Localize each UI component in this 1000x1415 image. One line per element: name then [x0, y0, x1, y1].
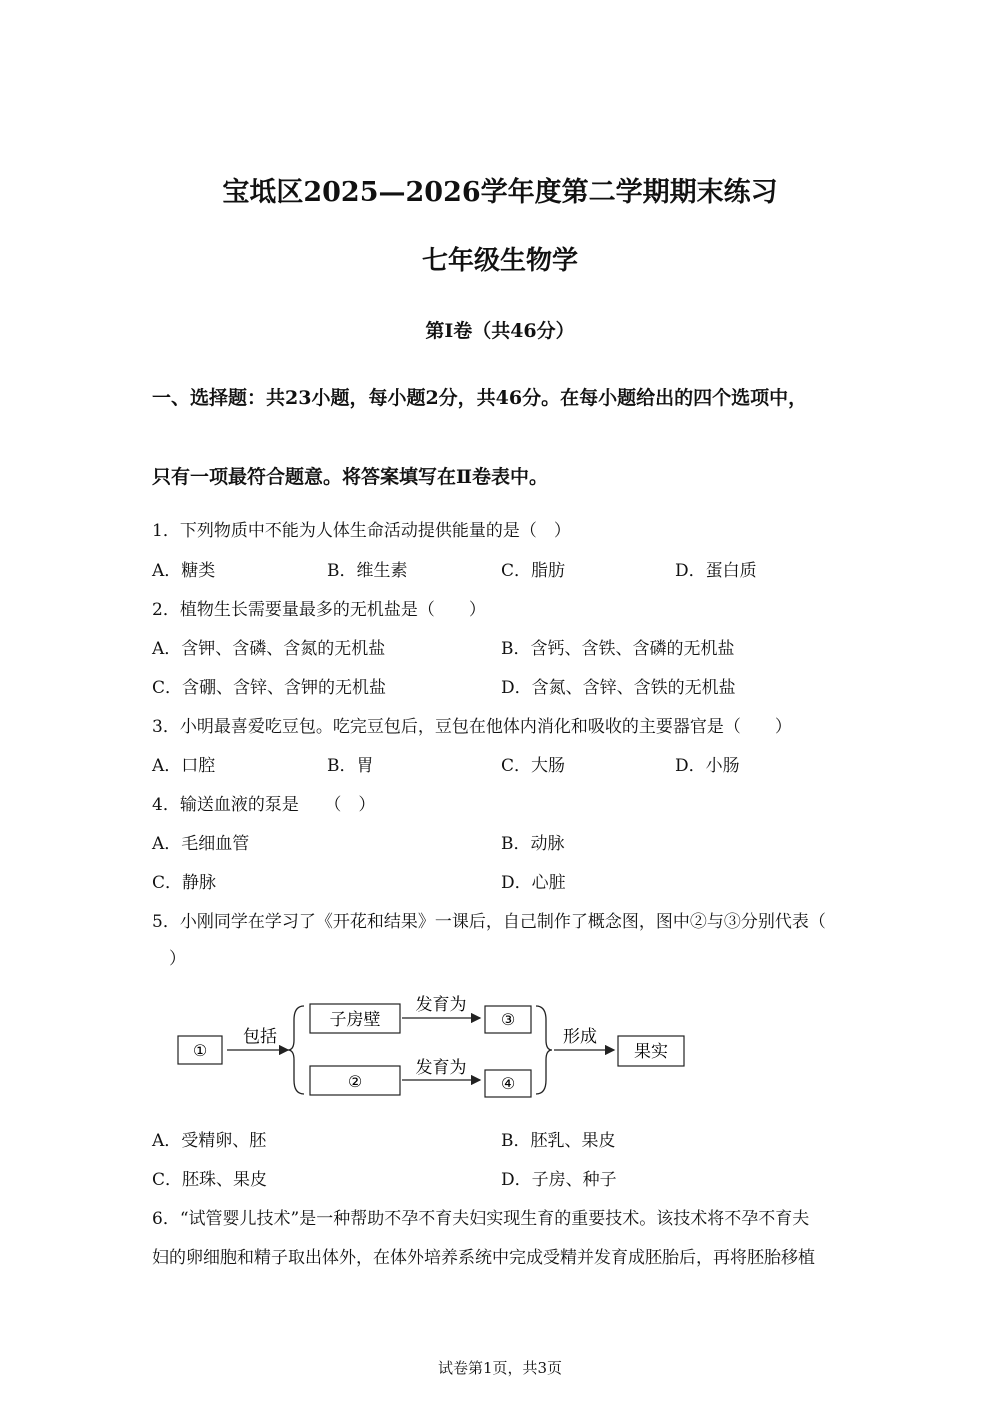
arrow-form-label: 形成	[563, 1027, 597, 1047]
arrow-develop-bottom-label: 发育为	[415, 1058, 467, 1078]
left-brace	[288, 1006, 304, 1094]
exam-title: 宝坻区2025—2026学年度第二学期期末练习	[222, 177, 778, 208]
q5-option-d: D．子房、种子	[501, 1170, 617, 1190]
arrow-include-label: 包括	[243, 1027, 277, 1047]
q4-option-b: B．动脉	[501, 834, 565, 854]
q1-option-c: C．脂肪	[501, 561, 566, 581]
q5-option-c: C．胚珠、果皮	[152, 1170, 268, 1190]
question-6-stem: 6．“试管婴儿技术”是一种帮助不孕不育夫妇实现生育的重要技术。该技术将不孕不育夫	[152, 1209, 810, 1229]
q1-option-d: D．蛋白质	[675, 561, 757, 581]
box-ovary-wall-label: 子房壁	[329, 1010, 381, 1030]
question-2-stem: 2．植物生长需要量最多的无机盐是（ ）	[152, 600, 486, 620]
q3-option-d: D．小肠	[675, 756, 740, 776]
box-1-label: ①	[192, 1041, 208, 1060]
box-2-label: ②	[347, 1072, 363, 1091]
q2-option-d: D．含氮、含锌、含铁的无机盐	[501, 678, 736, 698]
q2-option-c: C．含硼、含锌、含钾的无机盐	[152, 678, 387, 698]
question-5-stem: 5．小刚同学在学习了《开花和结果》一课后，自己制作了概念图，图中②与③分别代表（	[152, 912, 826, 932]
q4-option-d: D．心脏	[501, 873, 566, 893]
q5-option-a: A．受精卵、胚	[152, 1131, 267, 1151]
box-4-label: ④	[500, 1074, 516, 1093]
question-1-stem: 1．下列物质中不能为人体生命活动提供能量的是（ ）	[152, 521, 571, 541]
q4-option-c: C．静脉	[152, 873, 217, 893]
question-6-stem-cont: 妇的卵细胞和精子取出体外，在体外培养系统中完成受精并发育成胚胎后，再将胚胎移植	[152, 1248, 815, 1268]
q3-option-c: C．大肠	[501, 756, 566, 776]
q4-option-a: A．毛细血管	[152, 834, 250, 854]
part-title: 第Ⅰ卷（共46分）	[425, 320, 575, 342]
q3-option-b: B．胃	[327, 756, 374, 776]
q5-option-b: B．胚乳、果皮	[501, 1131, 616, 1151]
page-footer: 试卷第1页，共3页	[437, 1359, 563, 1377]
q2-option-a: A．含钾、含磷、含氮的无机盐	[152, 639, 386, 659]
q3-option-a: A．口腔	[152, 756, 216, 776]
arrow-develop-top-label: 发育为	[415, 995, 467, 1015]
box-3-label: ③	[500, 1010, 516, 1029]
section-instructions-line2: 只有一项最符合题意。将答案填写在Ⅱ卷表中。	[152, 466, 549, 488]
concept-diagram	[170, 990, 700, 1105]
box-fruit-label: 果实	[634, 1042, 668, 1062]
subject-title: 七年级生物学	[421, 246, 578, 276]
right-brace	[536, 1006, 552, 1094]
q1-option-a: A．糖类	[152, 561, 216, 581]
question-3-stem: 3．小明最喜爱吃豆包。吃完豆包后，豆包在他体内消化和吸收的主要器官是（ ）	[152, 717, 792, 737]
q1-option-b: B．维生素	[327, 561, 408, 581]
question-5-stem-cont: ）	[152, 949, 186, 969]
section-instructions-line1: 一、选择题：共23小题，每小题2分，共46分。在每小题给出的四个选项中，	[152, 387, 808, 409]
q2-option-b: B．含钙、含铁、含磷的无机盐	[501, 639, 735, 659]
question-4-stem: 4．输送血液的泵是 （ ）	[152, 795, 376, 815]
